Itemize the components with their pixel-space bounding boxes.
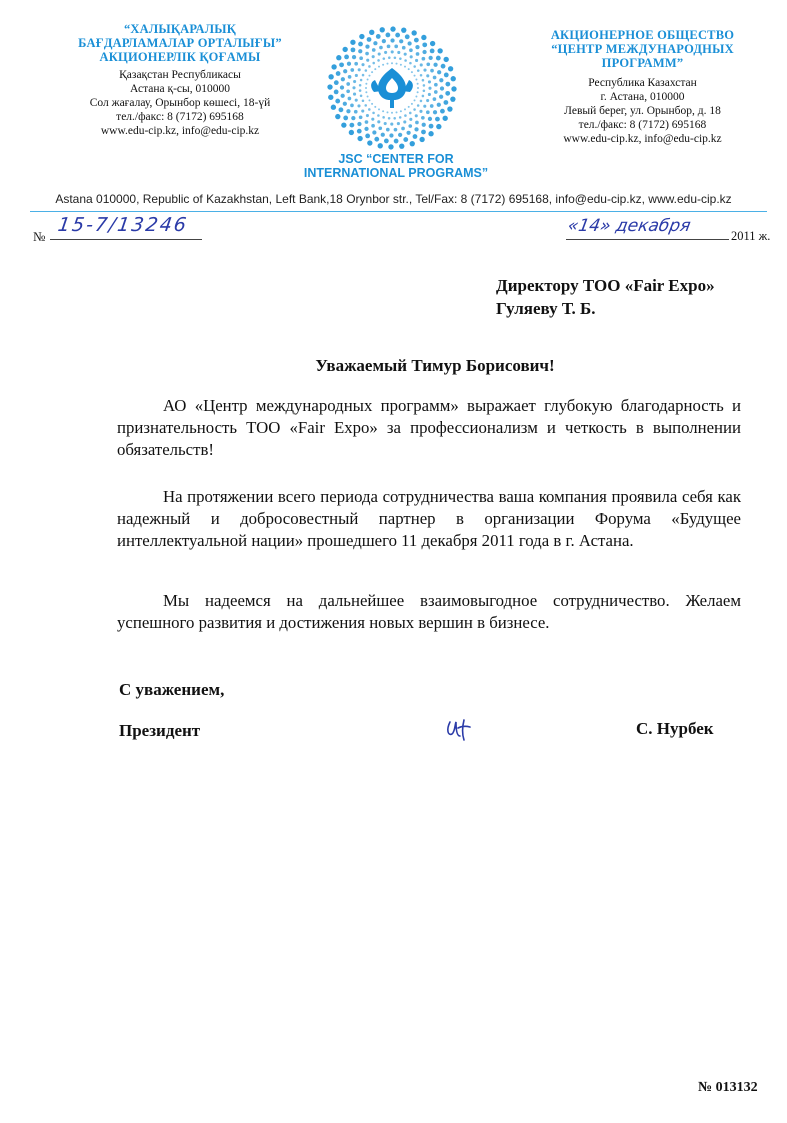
address-line: г. Астана, 010000: [600, 91, 685, 103]
closing-phrase: С уважением,: [119, 680, 225, 699]
caption-line: JSC “CENTER FOR: [338, 152, 454, 166]
header-right-block: [520, 28, 765, 146]
english-address-line: Astana 010000, Republic of Kazakhstan, Left Bank,18 Orynbor str., Tel/Fax: 8 (7172) 695168, info@edu-cip.kz, www.edu-cip.kz: [55, 192, 732, 206]
org-name-line: ПРОГРАММ”: [601, 56, 684, 70]
paragraph-gratitude: АО «Центр международных программ» выражает глубокую благодарность и признательность ТОО «Fair Expo» за профессионализм и четкость в выполнении обязательств!: [117, 396, 741, 459]
org-name-line: “ЦЕНТР МЕЖДУНАРОДНЫХ: [551, 42, 734, 56]
date-year-suffix: 2011 ж.: [731, 229, 771, 243]
phone-line: тел./факс: 8 (7172) 695168: [116, 111, 244, 123]
paragraph-cooperation: На протяжении всего периода сотрудничества ваша компания проявила себя как надежный и добросовестный партнер в организации Форума «Будущее интеллектуальной нации» прошедшего 11 декабря 2011 года в г. Астана.: [117, 487, 741, 550]
org-name-line: АКЦИОНЕРНОЕ ОБЩЕСТВО: [550, 28, 735, 42]
address-line: Астана қ-сы, 010000: [129, 83, 231, 95]
org-name-kazakh: [60, 22, 300, 64]
header-divider: [30, 211, 767, 212]
org-name-line: АКЦИОНЕРЛІК ҚОҒАМЫ: [99, 50, 261, 64]
salutation: Уважаемый Тимур Борисович!: [315, 356, 555, 375]
signer-position: Президент: [119, 721, 201, 740]
web-email-line: www.edu-cip.kz, info@edu-cip.kz: [100, 125, 260, 137]
address-line: Республика Казахстан: [588, 77, 697, 89]
recipient-name: Гуляеву Т. Б.: [496, 299, 596, 318]
org-name-line: БАҒДАРЛАМАЛАР ОРТАЛЫҒЫ”: [78, 36, 282, 50]
document-number-underline: [50, 239, 202, 240]
logo-emblem-icon: [371, 68, 413, 108]
recipient-position: Директору ТОО «Fair Expo»: [496, 276, 715, 295]
document-number-label: №: [33, 229, 46, 244]
signer-name: С. Нурбек: [636, 719, 714, 738]
caption-line: INTERNATIONAL PROGRAMS”: [303, 166, 489, 180]
header-left-block: [60, 22, 300, 138]
web-email-line: www.edu-cip.kz, info@edu-cip.kz: [563, 133, 722, 145]
address-line: Сол жағалау, Орынбор көшесі, 18-үй: [89, 97, 271, 109]
date-handwritten: «14» декабря: [566, 216, 693, 236]
form-serial-number: № 013132: [698, 1080, 758, 1095]
address-line: Қазақстан Республикасы: [119, 69, 241, 81]
org-name-russian: [520, 28, 765, 70]
phone-line: тел./факс: 8 (7172) 695168: [578, 119, 707, 131]
recipient-block: [496, 274, 715, 320]
org-name-line: “ХАЛЫҚАРАЛЫҚ: [123, 22, 237, 36]
paragraph-wishes: Мы надеемся на дальнейшее взаимовыгодное сотрудничество. Желаем успешного развития и достижения новых вершин в бизнесе.: [117, 591, 741, 632]
date-underline: [566, 239, 729, 240]
handwritten-signature: [440, 714, 480, 744]
document-number-handwritten: 15-7/13246: [56, 214, 190, 236]
company-logo: [322, 22, 462, 162]
address-line: Левый берег, ул. Орынбор, д. 18: [564, 105, 721, 117]
logo-caption-english: [296, 152, 496, 180]
